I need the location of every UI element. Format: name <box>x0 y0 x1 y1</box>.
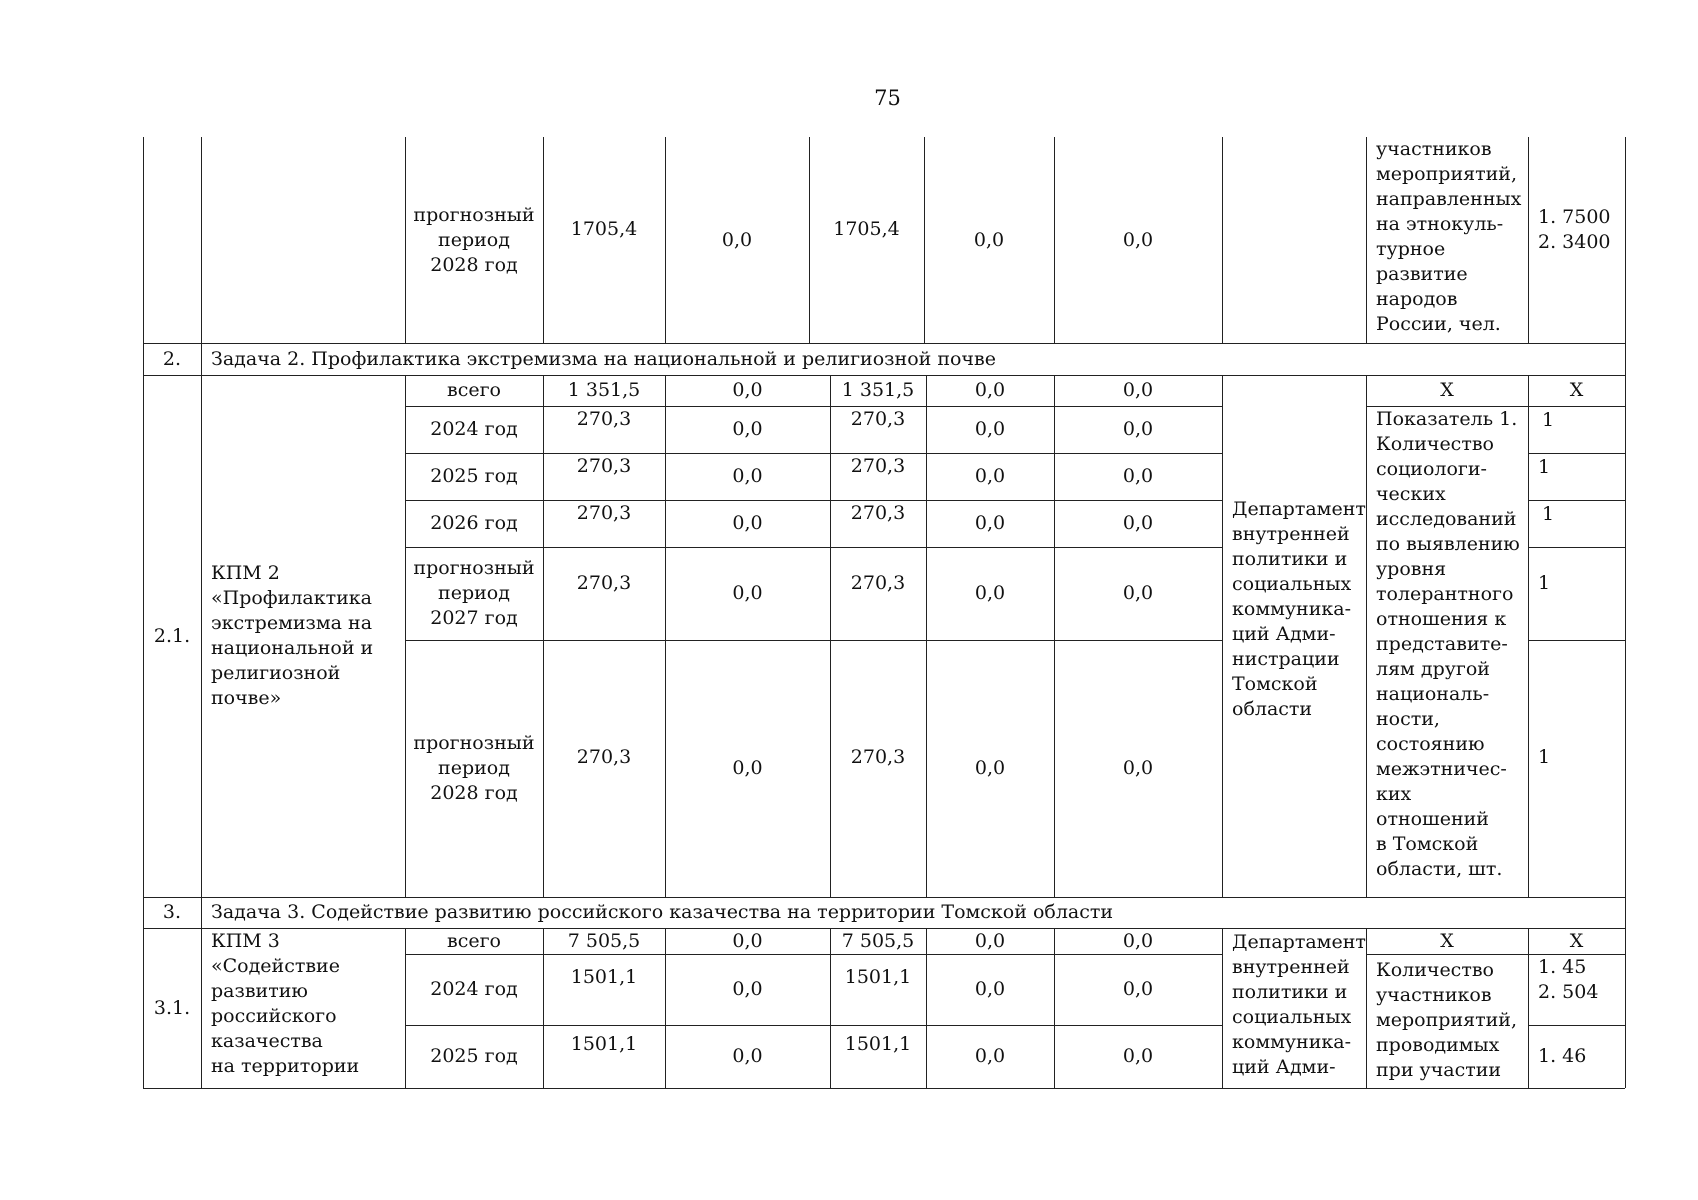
grid-line <box>405 954 1222 955</box>
other-cell: 0,0 <box>1122 465 1154 487</box>
grid-line <box>1366 928 1367 1088</box>
grid-line <box>543 137 544 343</box>
total-cell: 1501,1 <box>570 1033 638 1055</box>
federal-cell: 0,0 <box>732 929 763 952</box>
grid-line <box>1222 928 1223 1088</box>
task-number: 2. <box>162 347 182 370</box>
grid-line <box>143 137 144 343</box>
target-cell: 1. 46 <box>1538 1045 1587 1067</box>
grid-line <box>809 137 810 343</box>
regional-cell: 1 351,5 <box>841 379 915 401</box>
grid-line <box>926 928 927 1088</box>
period-cell: прогнозный период 2027 год <box>413 557 535 629</box>
local-cell: 0,0 <box>973 228 1005 251</box>
regional-cell: 1501,1 <box>844 966 912 988</box>
section-number: 3.1. <box>153 996 191 1019</box>
other-cell: 0,0 <box>1122 929 1154 952</box>
local-cell: 0,0 <box>974 757 1006 779</box>
target-cell: 1. 7500 2. 3400 <box>1538 206 1611 253</box>
target-x: Х <box>1569 929 1584 952</box>
indicator-cell: Показатель 1. Количество социологи- ческих исследований по выявлению уровня толерантного отношения к представите- лям другой националь- ности, состоянию межэтничес- ких отношений в Томской области, шт. <box>1376 408 1520 880</box>
period-cell: прогнозный период 2028 год <box>413 732 535 804</box>
regional-cell: 1705,4 <box>833 218 900 240</box>
grid-line <box>405 375 406 897</box>
local-cell: 0,0 <box>974 1045 1006 1067</box>
grid-line <box>143 1088 1625 1089</box>
grid-line <box>1366 406 1625 407</box>
grid-line <box>1366 954 1625 955</box>
target-cell: 1 <box>1538 456 1551 478</box>
grid-line <box>143 375 1625 376</box>
federal-cell: 0,0 <box>732 379 763 401</box>
section-name: КПМ 3 «Содействие развитию российского казачества на территории <box>211 930 360 1077</box>
other-cell: 0,0 <box>1122 757 1154 779</box>
grid-line <box>1625 343 1626 1088</box>
local-cell: 0,0 <box>974 418 1006 440</box>
other-cell: 0,0 <box>1122 978 1154 1000</box>
task-number: 3. <box>162 901 182 923</box>
grid-line <box>143 343 144 1088</box>
grid-line <box>1528 375 1529 897</box>
grid-line <box>1366 375 1367 897</box>
grid-line <box>405 500 1222 501</box>
other-cell: 0,0 <box>1122 1045 1154 1067</box>
section-number: 2.1. <box>153 624 191 647</box>
total-cell: 270,3 <box>576 455 632 477</box>
grid-line <box>1625 137 1626 343</box>
indicator-cell: Количество участников мероприятий, проводимых при участии <box>1376 959 1517 1081</box>
grid-line <box>405 928 406 1088</box>
regional-cell: 1501,1 <box>844 1033 912 1055</box>
grid-line <box>1528 453 1625 454</box>
grid-line <box>1222 375 1223 897</box>
other-cell: 0,0 <box>1122 228 1154 251</box>
period-cell: прогнозный период 2028 год <box>413 203 535 276</box>
grid-line <box>665 137 666 343</box>
period-cell: 2024 год <box>430 418 518 440</box>
task-title: Задача 2. Профилактика экстремизма на национальной и религиозной почве <box>211 347 996 370</box>
grid-line <box>830 375 831 897</box>
grid-line <box>926 375 927 897</box>
target-x: Х <box>1569 379 1584 401</box>
total-cell: 270,3 <box>576 572 632 594</box>
grid-line <box>201 137 202 343</box>
grid-line <box>1528 137 1529 343</box>
regional-cell: 270,3 <box>850 746 906 768</box>
indicator-x: Х <box>1440 379 1454 401</box>
grid-line <box>405 1025 1222 1026</box>
grid-line <box>543 375 544 897</box>
section-name: КПМ 2 «Профилактика экстремизма на национальной и религиозной почве» <box>211 562 374 709</box>
indicator-x: Х <box>1440 929 1454 952</box>
period-cell: всего <box>447 379 501 401</box>
regional-cell: 7 505,5 <box>841 929 915 952</box>
grid-line <box>1528 547 1625 548</box>
federal-cell: 0,0 <box>721 228 753 251</box>
other-cell: 0,0 <box>1122 418 1154 440</box>
federal-cell: 0,0 <box>732 465 763 487</box>
local-cell: 0,0 <box>974 582 1006 604</box>
target-cell: 1 <box>1538 572 1551 594</box>
total-cell: 270,3 <box>576 502 632 524</box>
total-cell: 270,3 <box>576 408 632 430</box>
regional-cell: 270,3 <box>850 408 906 430</box>
task-title: Задача 3. Содействие развитию российского казачества на территории Томской области <box>211 901 1114 923</box>
local-cell: 0,0 <box>974 978 1006 1000</box>
grid-line <box>1054 928 1055 1088</box>
grid-line <box>1528 1025 1625 1026</box>
grid-line <box>1528 500 1625 501</box>
grid-line <box>1054 137 1055 343</box>
federal-cell: 0,0 <box>732 418 763 440</box>
federal-cell: 0,0 <box>732 757 763 779</box>
grid-line <box>665 375 666 897</box>
grid-line <box>143 928 1625 929</box>
executor-cell: Департамент внутренней политики и социальных коммуника- ций Адми- <box>1232 931 1366 1078</box>
grid-line <box>405 453 1222 454</box>
local-cell: 0,0 <box>974 512 1006 534</box>
regional-cell: 270,3 <box>850 572 906 594</box>
federal-cell: 0,0 <box>732 512 763 534</box>
local-cell: 0,0 <box>974 379 1006 401</box>
grid-line <box>1366 137 1367 343</box>
grid-line <box>1528 928 1529 1088</box>
period-cell: всего <box>447 929 501 952</box>
federal-cell: 0,0 <box>732 1045 763 1067</box>
other-cell: 0,0 <box>1122 582 1154 604</box>
program-table <box>143 137 1625 1088</box>
target-cell: 1 <box>1542 409 1555 431</box>
period-cell: 2024 год <box>430 978 518 1000</box>
grid-line <box>405 137 406 343</box>
page-number: 75 <box>874 86 901 110</box>
regional-cell: 270,3 <box>850 455 906 477</box>
period-cell: 2025 год <box>430 1045 518 1067</box>
grid-line <box>543 928 544 1088</box>
total-cell: 1 351,5 <box>567 379 641 401</box>
local-cell: 0,0 <box>974 465 1006 487</box>
total-cell: 1705,4 <box>570 218 638 240</box>
grid-line <box>405 547 1222 548</box>
other-cell: 0,0 <box>1122 512 1154 534</box>
grid-line <box>143 343 1625 344</box>
total-cell: 270,3 <box>576 746 632 768</box>
period-cell: 2025 год <box>430 465 518 487</box>
indicator-cell: участников мероприятий, направленных на этнокуль- турное развитие народов России, чел. <box>1376 138 1522 335</box>
grid-line <box>405 640 1222 641</box>
period-cell: 2026 год <box>430 512 518 534</box>
local-cell: 0,0 <box>974 929 1006 952</box>
federal-cell: 0,0 <box>732 978 763 1000</box>
grid-line <box>1528 640 1625 641</box>
grid-line <box>665 928 666 1088</box>
grid-line <box>924 137 925 343</box>
grid-line <box>201 343 202 1088</box>
target-cell: 1. 45 2. 504 <box>1538 956 1599 1003</box>
grid-line <box>1222 137 1223 343</box>
grid-line <box>405 406 1222 407</box>
grid-line <box>830 928 831 1088</box>
other-cell: 0,0 <box>1122 379 1154 401</box>
grid-line <box>143 897 1625 898</box>
total-cell: 1501,1 <box>570 966 638 988</box>
federal-cell: 0,0 <box>732 582 763 604</box>
target-cell: 1 <box>1542 503 1555 525</box>
executor-cell: Департамент внутренней политики и социальных коммуника- ций Адми- нистрации Томской области <box>1232 498 1366 720</box>
grid-line <box>1054 375 1055 897</box>
target-cell: 1 <box>1538 746 1551 768</box>
regional-cell: 270,3 <box>850 502 906 524</box>
total-cell: 7 505,5 <box>567 929 641 952</box>
